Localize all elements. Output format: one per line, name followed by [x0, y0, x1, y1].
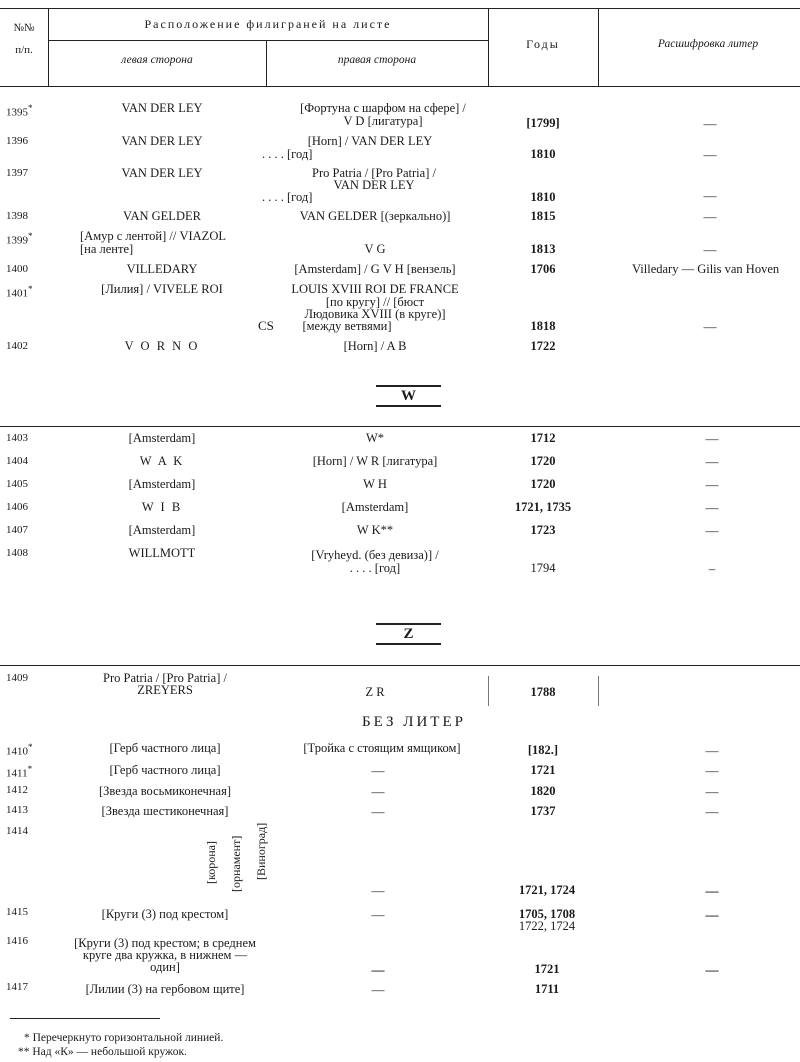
year: [182.]	[527, 743, 559, 757]
right-watermark: VAN GELDER [(зеркально)]	[299, 209, 451, 223]
year: 1722, 1724	[518, 919, 576, 933]
left-watermark: VILLEDARY	[126, 262, 198, 276]
left-watermark: [Герб частного лица]	[109, 741, 221, 755]
cs-mark: CS	[258, 318, 274, 333]
section-w-heading: W	[376, 385, 441, 407]
col-divider-4	[598, 8, 599, 86]
year: 1721, 1724	[518, 883, 576, 897]
right-watermark: [Фортуна с шарфом на сфере] /	[300, 101, 466, 115]
right-watermark: W K**	[356, 523, 394, 537]
row-number: 1412	[6, 784, 28, 796]
right-watermark: [Vryheyd. (без девиза)] /	[311, 548, 439, 562]
right-watermark: —	[371, 907, 385, 922]
row-number: 1398	[6, 210, 28, 222]
right-watermark: [между ветвями]	[302, 319, 392, 333]
year: 1815	[530, 209, 556, 223]
header-sub-rule	[48, 40, 488, 41]
decode: —	[703, 319, 717, 334]
left-watermark: [Амур с лентой] // VIAZOL	[80, 229, 226, 243]
decode: —	[705, 454, 719, 469]
col-divider-2	[266, 40, 267, 86]
row-number: 1397	[6, 167, 28, 179]
decode: —	[705, 500, 719, 515]
year: 1721, 1735	[514, 500, 572, 514]
left-watermark: [на ленте]	[80, 242, 134, 256]
left-watermark: круге два кружка, в нижнем —	[82, 948, 248, 962]
left-watermark: [Amsterdam]	[128, 431, 196, 445]
section-rule	[0, 665, 800, 666]
left-watermark: [Лилия] / VIVELE ROI	[101, 282, 223, 296]
header-group: Расположение филиграней на листе	[144, 17, 392, 31]
right-watermark: Z R	[365, 685, 385, 699]
row-number: 1413	[6, 804, 28, 816]
year: 1723	[530, 523, 556, 537]
left-watermark-vertical: [орнамент]	[229, 835, 243, 892]
right-watermark: [Horn] / A B	[343, 339, 407, 353]
year: 1810	[530, 147, 556, 161]
left-watermark: [Звезда шестиконечная]	[101, 804, 229, 818]
year: 1711	[534, 982, 560, 996]
section-no-letters-heading: БЕЗ ЛИТЕР	[362, 714, 466, 730]
right-watermark: —	[371, 982, 385, 997]
right-watermark: Pro Patria / [Pro Patria] /	[312, 166, 436, 180]
row-number: 1395*	[6, 103, 33, 119]
row-number: 1403	[6, 432, 28, 444]
row-number: 1396	[6, 135, 28, 147]
decode: –	[708, 561, 716, 576]
col-divider-3	[488, 8, 489, 86]
header-no-2: п/п.	[15, 44, 33, 56]
decode: —	[703, 209, 717, 224]
header-right-side: правая сторона	[337, 54, 417, 66]
header-decode: Расшифровка литер	[657, 38, 759, 50]
right-watermark: VAN DER LEY	[333, 178, 415, 192]
row-number: 1402	[6, 340, 28, 352]
row-number: 1405	[6, 478, 28, 490]
section-z-heading: Z	[376, 623, 441, 645]
year: 1820	[530, 784, 556, 798]
row-number: 1408	[6, 547, 28, 559]
right-watermark: [Horn] / VAN DER LEY	[307, 134, 433, 148]
right-watermark: [Horn] / W R [лигатура]	[312, 454, 438, 468]
footnote: ** Над «К» — небольшой кружок.	[18, 1046, 187, 1058]
row-number: 1415	[6, 906, 28, 918]
row-number: 1409	[6, 672, 28, 684]
year: 1813	[530, 242, 556, 256]
left-watermark: Pro Patria / [Pro Patria] /	[103, 671, 227, 685]
right-watermark: LOUIS XVIII ROI DE FRANCE	[291, 282, 459, 296]
decode: —	[703, 242, 717, 257]
decode: —	[705, 743, 719, 758]
year: 1810	[530, 190, 556, 204]
right-watermark: [Amsterdam] / G V H [вензель]	[294, 262, 456, 276]
header-left-side: левая сторона	[121, 54, 193, 66]
decode: —	[705, 804, 719, 819]
decode: Villedary — Gilis van Hoven	[632, 262, 780, 276]
right-watermark: . . . . [год]	[349, 561, 401, 575]
left-watermark: VAN GELDER	[123, 209, 201, 223]
decode: —	[705, 477, 719, 492]
year: 1721	[534, 962, 560, 976]
right-watermark: W H	[363, 477, 387, 491]
year: 1788	[530, 685, 556, 699]
footnote: * Перечеркнуто горизонтальной линией.	[24, 1032, 224, 1044]
right-watermark: [по кругу] // [бюст	[325, 295, 425, 309]
row-number: 1414	[6, 825, 28, 837]
year: 1737	[530, 804, 556, 818]
left-watermark: [Amsterdam]	[128, 523, 196, 537]
left-watermark: V O R N O	[124, 339, 200, 353]
right-watermark: . . . . [год]	[262, 190, 313, 204]
left-watermark: VAN DER LEY	[121, 101, 203, 115]
row-number: 1417	[6, 981, 28, 993]
decode: —	[703, 188, 717, 203]
left-watermark-vertical: [корона]	[204, 841, 218, 884]
right-watermark: [Amsterdam]	[341, 500, 409, 514]
year: 1706	[530, 262, 556, 276]
row-number: 1416	[6, 935, 28, 947]
year: 1722	[530, 339, 556, 353]
left-watermark: WILLMOTT	[128, 546, 196, 560]
left-watermark: VAN DER LEY	[121, 166, 203, 180]
header-years: Годы	[526, 37, 560, 51]
year: 1712	[530, 431, 556, 445]
left-watermark: VAN DER LEY	[121, 134, 203, 148]
header-top-rule	[0, 8, 800, 9]
right-watermark: [Тройка с стоящим ямщиком]	[303, 741, 461, 755]
decode: —	[705, 883, 719, 898]
left-watermark-vertical: [Виноград]	[254, 822, 268, 880]
right-watermark: —	[371, 784, 385, 799]
row-number: 1406	[6, 501, 28, 513]
left-watermark: [Amsterdam]	[128, 477, 196, 491]
decode: —	[703, 147, 717, 162]
year: 1705, 1708	[518, 907, 576, 921]
right-watermark: —	[371, 883, 385, 898]
left-watermark: [Круги (3) под крестом; в среднем	[74, 936, 256, 950]
col-divider-1	[48, 8, 49, 86]
right-watermark: —	[371, 962, 385, 977]
year: 1720	[530, 477, 556, 491]
right-watermark: . . . . [год]	[262, 147, 313, 161]
left-watermark: W I B	[141, 500, 183, 514]
year: 1720	[530, 454, 556, 468]
right-watermark: Людовика XVIII (в круге)]	[304, 307, 446, 321]
left-watermark: W A K	[139, 454, 185, 468]
right-watermark: —	[371, 763, 385, 778]
footnote-rule	[10, 1018, 160, 1019]
row-number: 1399*	[6, 231, 33, 247]
row-number: 1411*	[6, 764, 33, 780]
row-number: 1407	[6, 524, 28, 536]
decode: —	[705, 784, 719, 799]
col-divider	[598, 676, 599, 706]
decode: —	[705, 907, 719, 922]
right-watermark: V D [лигатура]	[343, 114, 423, 128]
year: [1799]	[526, 116, 560, 130]
row-number: 1404	[6, 455, 28, 467]
row-number: 1401*	[6, 284, 33, 300]
left-watermark: один]	[150, 960, 180, 974]
header-no: №№	[13, 22, 35, 34]
right-watermark: W*	[365, 431, 385, 445]
row-number: 1400	[6, 263, 28, 275]
year: 1794	[530, 561, 556, 575]
decode: —	[705, 763, 719, 778]
left-watermark: [Герб частного лица]	[109, 763, 221, 777]
header-bottom-rule	[0, 86, 800, 87]
left-watermark: [Звезда восьмиконечная]	[99, 784, 231, 798]
right-watermark: V G	[364, 242, 386, 256]
year: 1818	[530, 319, 556, 333]
decode: —	[705, 523, 719, 538]
decode: —	[705, 431, 719, 446]
decode: —	[705, 962, 719, 977]
year: 1721	[530, 763, 556, 777]
right-watermark: —	[371, 804, 385, 819]
row-number: 1410*	[6, 742, 33, 758]
left-watermark: ZREYERS	[137, 683, 193, 697]
left-watermark: [Лилии (3) на гербовом щите]	[85, 982, 245, 996]
section-rule	[0, 426, 800, 427]
decode: —	[703, 116, 717, 131]
left-watermark: [Круги (3) под крестом]	[101, 907, 229, 921]
col-divider	[488, 676, 489, 706]
